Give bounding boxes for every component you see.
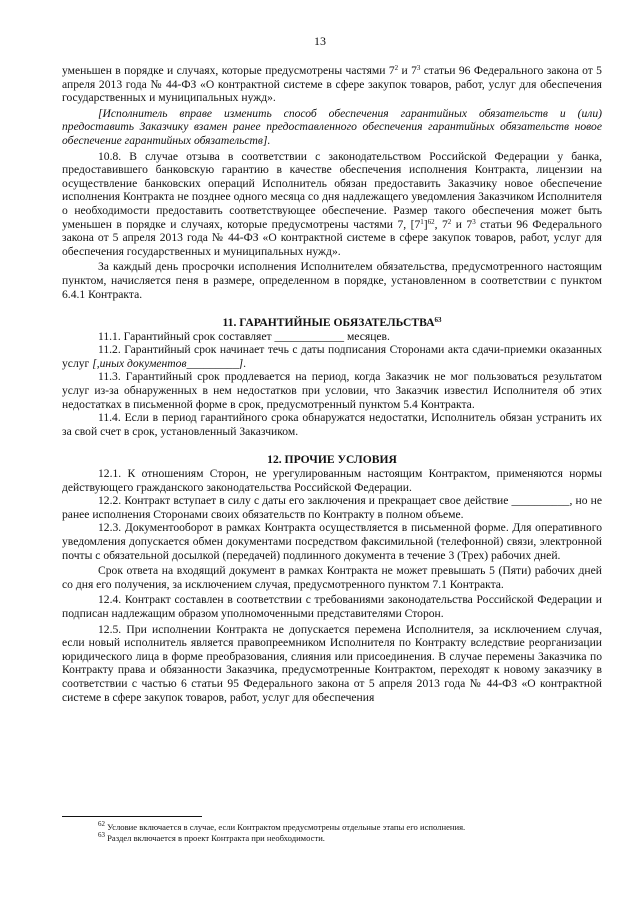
paragraph-note-guarantee: [Исполнитель вправе изменить способ обеспечения гарантийных обязательств и (или) предоставить Заказчику взамен ранее предоставленного обеспечения гарантийных обязательств новое обеспечение гарантийных обязательств]. [62,106,602,147]
paragraph-12-3: 12.3. Документооборот в рамках Контракта осуществляется в письменной форме. Для оперативного уведомления допускается обмен документами посредством факсимильной (телефонной) связи, электронной почты с обязательной досылкой (передачей) подлинного документа в течение 3 (Трех) рабочих дней. [62,521,602,562]
paragraph-12-1: 12.1. К отношениям Сторон, не урегулированным настоящим Контрактом, применяются нормы действующего гражданского законодательства Российской Федерации. [62,467,602,494]
paragraph-10-8: 10.8. В случае отзыва в соответствии с законодательством Российской Федерации у банка, предоставившего банковскую гарантию в качестве обеспечения исполнения Контракта, лицензии на осуществление банковских операций Исполнитель обязан предоставить Заказчику новое обеспечение исполнения Контракта не позднее одного месяца со дня надлежащего уведомления Заказчиком Исполнителя о необходимости предоставить соответствующее обеспечение. Размер такого обеспечения может быть уменьшен в порядке и случаях, которые предусмотрены частями 7, $[7^1]^{62}$, $7^2$ и $7^3$ статьи 96 Федерального закона от 5 апреля 2013 года № 44-ФЗ «О контрактной системе в сфере закупок товаров, работ, услуг для обеспечения государственных и муниципальных нужд». [62,149,602,258]
document-body [62,64,602,704]
section-12-heading: 12. ПРОЧИЕ УСЛОВИЯ [267,453,397,467]
paragraph-12-2: 12.2. Контракт вступает в силу с даты его заключения и прекращает свое действие __________, но не ранее исполнения Сторонами своих обязательств по Контракту в полном объеме. [62,494,602,521]
paragraph-11-3: 11.3. Гарантийный срок продлевается на период, когда Заказчик не мог пользоваться результатом услуг из-за обнаруженных в нем недостатков при условии, что Заказчик известил Исполнителя об этих недостатках в письменной форме в срок, предусмотренный пунктом 5.4 Контракта. [62,370,602,411]
section-11-heading: 11. ГАРАНТИЙНЫЕ ОБЯЗАТЕЛЬСТВА$^{63}$ [222,316,442,330]
paragraph-12-5: 12.5. При исполнении Контракта не допускается перемена Исполнителя, за исключением случая, если новый исполнитель является правопреемником Исполнителя по Контракту вследствие реорганизации юридического лица в форме преобразования, слияния или присоединения. В случае перемены Заказчика по Контракту права и обязанности Заказчика, предусмотренные Контрактом, переходят к новому заказчику в соответствии с частью 6 статьи 95 Федерального закона от 5 апреля 2013 года № 44-ФЗ «О контрактной системе в сфере закупок товаров, работ, услуг для обеспечения [62,622,602,704]
paragraph-penalty: За каждый день просрочки исполнения Исполнителем обязательства, предусмотренного настоящим пунктом, начисляется пеня в размере, определенном в порядке, установленном в соответствии с пунктом 6.4.1 Контракта. [62,260,602,301]
footnote-rule [62,816,202,817]
footnote-62: $^{62}$ Условие включается в случае, если Контрактом предусмотрены отдельные этапы его исполнения. [98,820,466,832]
paragraph-11-4: 11.4. Если в период гарантийного срока обнаружатся недостатки, Исполнитель обязан устранить их за свой счет в срок, установленный Заказчиком. [62,411,602,438]
page-number: 13 [314,34,326,48]
paragraph-11-1: 11.1. Гарантийный срок составляет ____________ месяцев. [98,329,390,343]
paragraph-12-4: 12.4. Контракт составлен в соответствии с требованиями законодательства Российской Федерации и подписан надлежащим образом уполномоченными представителями Сторон. [62,593,602,620]
paragraph-11-2: 11.2. Гарантийный срок начинает течь с даты подписания Сторонами акта сдачи-приемки оказанных услуг [,иных документов_________]. [62,343,602,370]
paragraph-response-time: Срок ответа на входящий документ в рамках Контракта не может превышать 5 (Пяти) рабочих дней со дня его получения, за исключением случая, предусмотренного пунктом 7.1 Контракта. [62,564,602,591]
footnote-63: $^{63}$ Раздел включается в проект Контракта при необходимости. [98,831,325,843]
paragraph-continuation: уменьшен в порядке и случаях, которые предусмотрены частями $7^2$ и $7^3$ статьи 96 Федерального закона от 5 апреля 2013 года № 44-ФЗ «О контрактной системе в сфере закупок товаров, работ, услуг для обеспечения государственных и муниципальных нужд». [62,64,602,105]
footnotes [62,816,602,844]
